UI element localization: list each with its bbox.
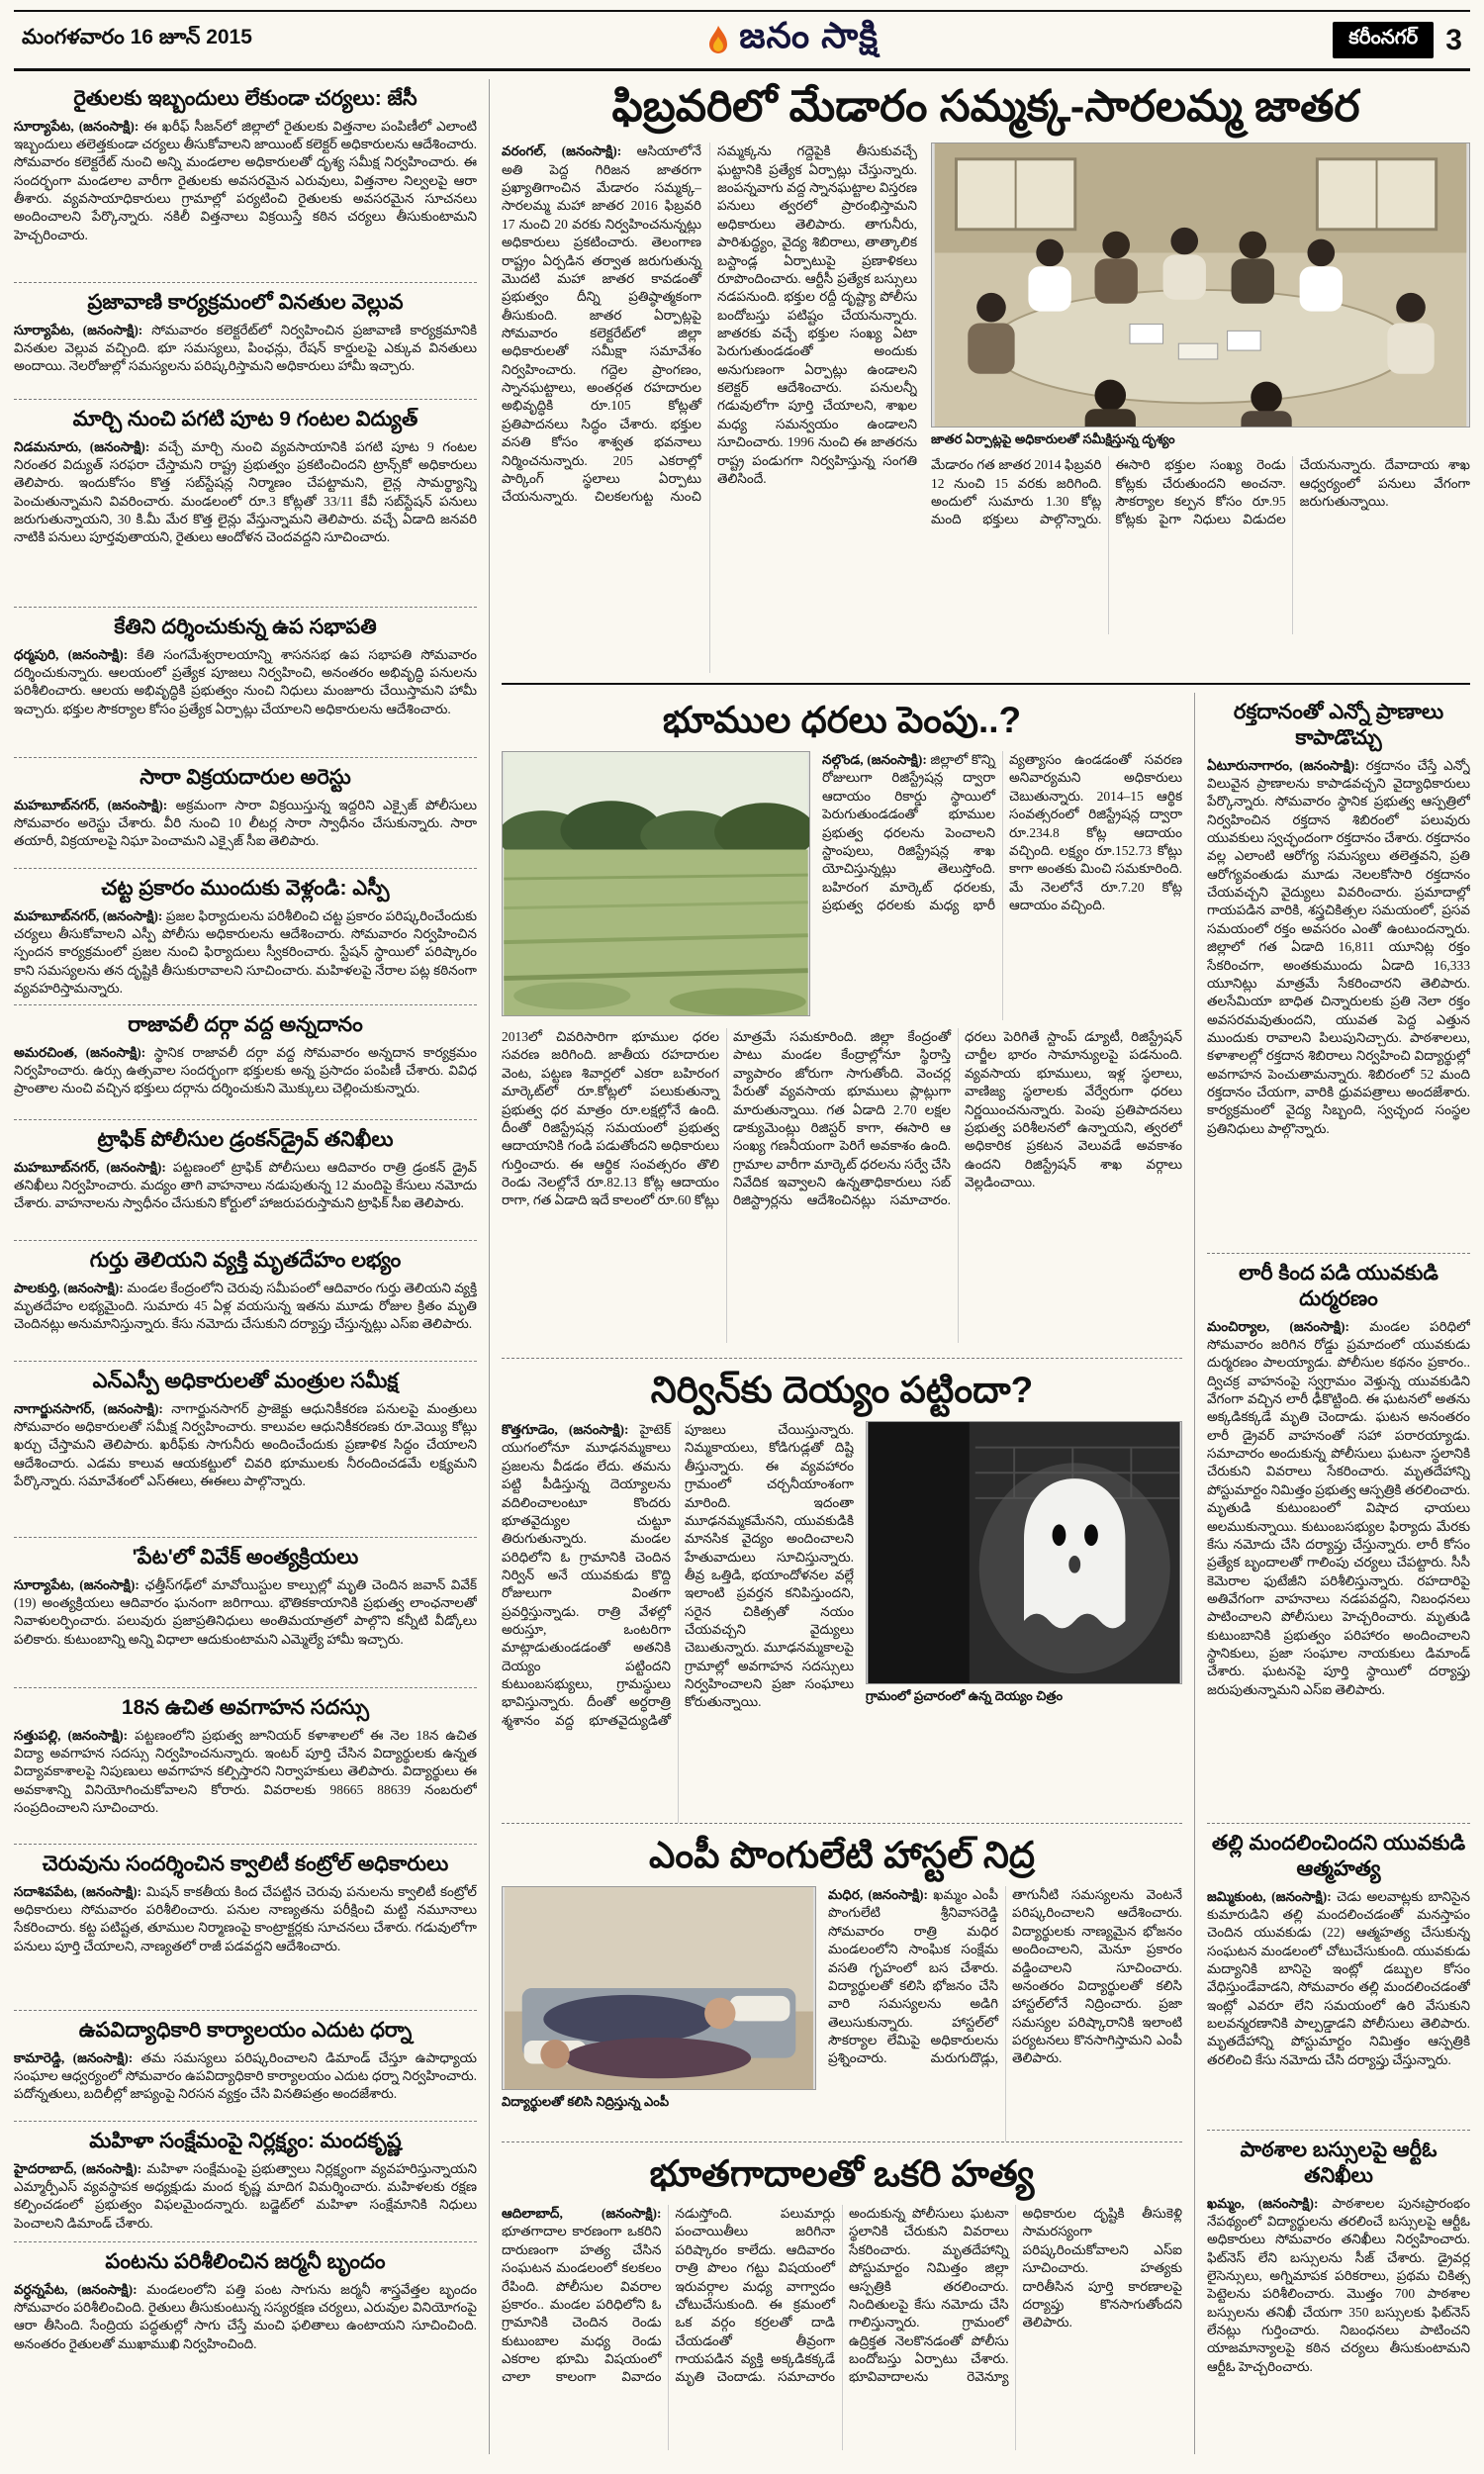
- land-prices-article: [502, 693, 1182, 1358]
- publication-date: మంగళవారం 16 జూన్ 2015: [22, 26, 252, 48]
- suicide-article: [1207, 1823, 1470, 2130]
- ghost-photo-caption: గ్రామంలో ప్రచారంలో ఉన్న దెయ్యం చిత్రం: [866, 1688, 1064, 1704]
- sleeping-photo: [502, 1886, 816, 2090]
- rto-checks-article: [1207, 2130, 1470, 2426]
- lorry-accident-article: [1207, 1253, 1470, 1823]
- article-body: ఛత్తీస్‌గఢ్‌లో మావోయిస్టుల కాల్పుల్లో మృతి చెందిన జవాన్ వివేక్ (19) అంత్యక్రియలు ఆదివారం ఘనంగా జరిగాయి. భౌతికకాయానికి ప్రభుత్వ లాంఛనాలతో నివాళులర్పించారు. పలువురు ప్రజాప్రతినిధులు అంతిమయాత్రలో పాల్గొని కన్నీటి వీడ్కోలు పలికారు. కుటుంబాన్ని అన్ని విధాలా ఆదుకుంటామని ఎమ్మెల్యే హామీ ఇచ్చారు.: [14, 1576, 477, 1647]
- ghost-figure: [866, 1421, 1182, 1823]
- article-headline: రాజావలీ దర్గా వద్ద అన్నదానం: [128, 1013, 363, 1036]
- dateline: హైదరాబాద్, (జనంసాక్షి):: [14, 2160, 142, 2176]
- murder-headline: భూతగాదాలతో ఒకరి హత్య: [649, 2153, 1035, 2195]
- dateline: మహబూబ్‌నగర్, (జనంసాక్షి):: [14, 1159, 166, 1175]
- ghost-article: [502, 1358, 1182, 1823]
- dateline: ధర్మపురి, (జనంసాక్షి):: [14, 646, 129, 662]
- dateline: సూర్యాపేట, (జనంసాక్షి):: [14, 322, 143, 337]
- article-headline: ఎన్ఎస్పీ అధికారులతో మంత్రుల సమీక్ష: [92, 1370, 399, 1392]
- land-headline: భూముల ధరలు పెంపు..?: [662, 700, 1022, 741]
- right-column: [1207, 693, 1470, 2454]
- flame-icon: [706, 25, 730, 56]
- dateline: నాగార్జునసాగర్, (జనంసాక్షి):: [14, 1400, 163, 1416]
- article-manda-krishna: [14, 2121, 477, 2241]
- dateline: సూర్యాపేట, (జనంసాక్షి):: [14, 118, 139, 134]
- middle-column: [502, 693, 1195, 2454]
- murder-body: భూతగాదాల కారణంగా ఒకరిని దారుణంగా హత్య చేసిన సంఘటన మండలంలో కలకలం రేపింది. పోలీసుల వివరాల ప్రకారం.. మండల పరిధిలోని ఓ గ్రామానికి చెందిన రెండు కుటుంబాల మధ్య రెండు ఎకరాల భూమి విషయంలో చాలా కాలంగా వివాదం నడుస్తోంది. పలుమార్లు పంచాయితీలు జరిగినా పరిష్కారం కాలేదు. ఆదివారం రాత్రి పొలం గట్టు విషయంలో ఇరువర్గాల మధ్య వాగ్వాదం చోటుచేసుకుంది. ఈ క్రమంలో ఒక వర్గం కర్రలతో దాడి చేయడంతో తీవ్రంగా గాయపడిన వ్యక్తి అక్కడికక్కడే మృతి చెందాడు. సమాచారం అందుకున్న పోలీసులు ఘటనా స్థలానికి చేరుకుని వివరాలు సేకరించారు. మృతదేహాన్ని పోస్టుమార్టం నిమిత్తం జిల్లా ఆస్పత్రికి తరలించారు. నిందితులపై కేసు నమోదు చేసి గాలిస్తున్నారు. గ్రామంలో ఉద్రిక్తత నెలకొనడంతో పోలీసు బందోబస్తు ఏర్పాటు చేశారు. భూవివాదాలను రెవెన్యూ అధికారుల దృష్టికి తీసుకెళ్లి సామరస్యంగా పరిష్కరించుకోవాలని ఎస్ఐ సూచించారు. హత్యకు దారితీసిన పూర్తి కారణాలపై దర్యాప్తు కొనసాగుతోందని తెలిపారు.: [502, 2206, 1182, 2385]
- article-headline: మహిళా సంక్షేమంపై నిర్లక్ష్యం: మందకృష్ణ: [89, 2130, 402, 2152]
- dateline: అమరచింత, (జనంసాక్షి):: [14, 1044, 146, 1060]
- page-header: [14, 10, 1470, 71]
- dateline: వర్ధన్నపేట, (జనంసాక్షి):: [14, 2281, 138, 2297]
- article-headline: తల్లి మందలించిందని యువకుడి ఆత్మహత్య: [1211, 1832, 1466, 1880]
- left-column: [14, 79, 490, 2454]
- article-body: రక్తదానం చేస్తే ఎన్నో విలువైన ప్రాణాలను కాపాడవచ్చని వైద్యాధికారులు పేర్కొన్నారు. సోమవారం స్థానిక ప్రభుత్వ ఆస్పత్రిలో నిర్వహించిన రక్తదాన శిబిరంలో పలువురు యువకులు స్వచ్ఛందంగా రక్తదానం చేశారు. రక్తదానం వల్ల ఎలాంటి ఆరోగ్య సమస్యలు తలెత్తవని, ప్రతి ఆరోగ్యవంతుడు మూడు నెలలకోసారి రక్తదానం చేయవచ్చని వైద్యులు వివరించారు. ప్రమాదాల్లో గాయపడిన వారికి, శస్త్రచికిత్సల సమయంలో, ప్రసవ సమయంలో రక్తం అవసరం ఎంతో ఉంటుందన్నారు. జిల్లాలో గత ఏడాది 16,811 యూనిట్ల రక్తం సేకరించగా, అంతకుముందు ఏడాది 16,333 యూనిట్లు మాత్రమే సేకరించారని తెలిపారు. తలసేమియా బాధిత చిన్నారులకు ప్రతి నెలా రక్తం అవసరమవుతుందని, యువత పెద్ద ఎత్తున ముందుకు రావాలని పిలుపునిచ్చారు. పాఠశాలలు, కళాశాలల్లో రక్తదాన శిబిరాలు నిర్వహించి విద్యార్థుల్లో అవగాహన పెంచుతామన్నారు. శిబిరంలో 52 మంది రక్తదానం చేయగా, వారికి ధ్రువపత్రాలు అందజేశారు. కార్యక్రమంలో వైద్య సిబ్బంది, స్వచ్ఛంద సంస్థల ప్రతినిధులు పాల్గొన్నారు.: [1207, 757, 1470, 1136]
- article-headline: సారా విక్రయదారుల అరెస్టు: [139, 766, 351, 789]
- article-headline: చెరువును సందర్శించిన క్వాలిటీ కంట్రోల్ అధికారులు: [42, 1853, 449, 1875]
- article-headline: కేతిని దర్శించుకున్న ఉప సభాపతి: [114, 616, 377, 638]
- article-body: అక్రమంగా సారా విక్రయిస్తున్న ఇద్దరిని ఎక్సైజ్ పోలీసులు సోమవారం అరెస్టు చేశారు. వీరి నుంచి 10 లీటర్ల సారా స్వాధీనం చేసుకున్నారు. సారా తయారీ, విక్రయాలపై నిఘా పెంచామని ఎక్సైజ్ సీఐ తెలిపారు.: [14, 797, 477, 849]
- dateline: ఖమ్మం, (జనంసాక్షి):: [1207, 2195, 1319, 2211]
- page-number: 3: [1445, 23, 1462, 56]
- article-body: స్థానిక రాజావలీ దర్గా వద్ద సోమవారం అన్నదాన కార్యక్రమం నిర్వహించారు. ఉర్సు ఉత్సవాల సందర్భంగా భక్తులకు అన్న ప్రసాదం పంపిణీ చేశారు. వివిధ ప్రాంతాల నుంచి వచ్చిన భక్తులు దర్గాను దర్శించుకుని మొక్కులు చెల్లించుకున్నారు.: [14, 1044, 477, 1096]
- dateline: నిడమనూరు, (జనంసాక్షి):: [14, 438, 150, 454]
- article-headline: ఉపవిద్యాధికారి కార్యాలయం ఎదుట ధర్నా: [78, 2019, 413, 2042]
- article-dharna: [14, 2010, 477, 2121]
- article-body: ఈ ఖరీఫ్ సీజన్‌లో జిల్లాలో రైతులకు విత్తనాల పంపిణీలో ఎలాంటి ఇబ్బందులు తలెత్తకుండా చర్యలు తీసుకోవాలని జాయింట్ కలెక్టర్ అధికారులను ఆదేశించారు. సోమవారం కలెక్టరేట్ నుంచి అన్ని మండలాల అధికారులతో దృశ్య సమీక్ష నిర్వహించారు. ఈ సందర్భంగా మండలాల వారీగా రైతులకు అవసరమైన ఎరువులు, విత్తనాల నిల్వలపై ఆరా తీశారు. వ్యవసాయాధికారులు గ్రామాల్లో పర్యటించి రైతులకు అవసరమైన సూచనలు అందించాలని పేర్కొన్నారు. నకిలీ విత్తనాలు విక్రయిస్తే కఠిన చర్యలు తీసుకుంటామని హెచ్చరించారు.: [14, 118, 477, 242]
- lower-band: [502, 683, 1470, 2454]
- article-body: మహిళా సంక్షేమంపై ప్రభుత్వాలు నిర్లక్ష్యంగా వ్యవహరిస్తున్నాయని ఎమ్మార్పీఎస్ వ్యవస్థాపక అధ్యక్షుడు మంద కృష్ణ మాదిగ విమర్శించారు. మహిళలకు రక్షణ కల్పించడంలో ప్రభుత్వం విఫలమైందన్నారు. బడ్జెట్‌లో మహిళా సంక్షేమానికి నిధులు పెంచాలని డిమాండ్ చేశారు.: [14, 2160, 477, 2231]
- article-vivek-funeral: [14, 1537, 477, 1687]
- article-body: వచ్చే మార్చి నుంచి వ్యవసాయానికి పగటి పూట 9 గంటల నిరంతర విద్యుత్ సరఫరా చేస్తామని రాష్ట్ర ప్రభుత్వం ప్రకటించిందని ట్రాన్స్‌కో అధికారులు తెలిపారు. ఇందుకోసం కొత్త సబ్‌స్టేషన్ల నిర్మాణం చేపట్టామని, లైన్ల సామర్థ్యాన్ని పెంచుతున్నామని వివరించారు. మండలంలో రూ.3 కోట్లతో 33/11 కేవీ సబ్‌స్టేషన్ పనులు జరుగుతున్నాయని, 30 కి.మీ మేర కొత్త లైన్లు వేస్తున్నామని తెలిపారు. వచ్చే ఏడాది జనవరి నాటికి పనులు పూర్తవుతాయని, రైతులు ఆందోళన చెందవద్దని సూచించారు.: [14, 438, 477, 545]
- dateline: సూర్యాపేట, (జనంసాక్షి):: [14, 1576, 139, 1592]
- dateline: వరంగల్, (జనంసాక్షి):: [502, 143, 622, 159]
- land-body-top-columns: [822, 751, 1182, 1020]
- ghost-headline: నిర్విన్‌కు దెయ్యం పట్టిందా?: [650, 1370, 1034, 1411]
- article-body: పట్టణంలోని ప్రభుత్వ జూనియర్ కళాశాలలో ఈ నెల 18న ఉచిత విద్యా అవగాహన సదస్సు నిర్వహించనున్నారు. ఇంటర్ పూర్తి చేసిన విద్యార్థులకు ఉన్నత విద్యావకాశాలపై నిపుణులు అవగాహన కల్పిస్తారని నిర్వాహకులు తెలిపారు. విద్యార్థులు ఈ అవకాశాన్ని వినియోగించుకోవాలని కోరారు. వివరాలకు 98665 88639 నంబరులో సంప్రదించాలని సూచించారు.: [14, 1727, 477, 1816]
- article-nsp-review: [14, 1361, 477, 1537]
- article-headline: పాఠశాల బస్సులపై ఆర్టీఓ తనిఖీలు: [1240, 2139, 1438, 2187]
- article-headline: చట్ట ప్రకారం ముందుకు వెళ్లండి: ఎస్పీ: [101, 877, 390, 900]
- header-right: [1333, 22, 1462, 58]
- ghost-body: హైటెక్ యుగంలోనూ మూఢనమ్మకాలు ప్రజలను వీడడం లేదు. తమను పట్టి పీడిస్తున్న దెయ్యాలను వదిలించాలంటూ కొందరు భూతవైద్యుల చుట్టూ తిరుగుతున్నారు. మండల పరిధిలోని ఓ గ్రామానికి చెందిన నిర్విన్ అనే యువకుడు కొద్ది రోజులుగా వింతగా ప్రవర్తిస్తున్నాడు. రాత్రి వేళల్లో అరుస్తూ, ఒంటరిగా మాట్లాడుతుండడంతో అతనికి దెయ్యం పట్టిందని కుటుంబసభ్యులు, గ్రామస్థులు భావిస్తున్నారు. దీంతో అర్ధరాత్రి శ్మశానం వద్ద భూతవైద్యుడితో పూజలు చేయిస్తున్నారు. నిమ్మకాయలు, కోడిగుడ్లతో దిష్టి తీస్తున్నారు. ఈ వ్యవహారం గ్రామంలో చర్చనీయాంశంగా మారింది. ఇదంతా మూఢనమ్మకమేనని, యువకుడికి మానసిక వైద్యం అందించాలని హేతువాదులు సూచిస్తున్నారు. తీవ్ర ఒత్తిడి, భయాందోళనల వల్లే ఇలాంటి ప్రవర్తన కనిపిస్తుందని, సరైన చికిత్సతో నయం చేయవచ్చని వైద్యులు చెబుతున్నారు. మూఢనమ్మకాలపై గ్రామాల్లో అవగాహన సదస్సులు నిర్వహించాలని ప్రజా సంఘాలు కోరుతున్నాయి.: [502, 1422, 854, 1728]
- ghost-photo: [866, 1421, 1182, 1684]
- dateline: కామారెడ్డి, (జనంసాక్షి):: [14, 2049, 134, 2065]
- article-body: పట్టణంలో ట్రాఫిక్ పోలీసులు ఆదివారం రాత్రి డ్రంకన్ డ్రైవ్ తనిఖీలు నిర్వహించారు. మద్యం తాగి వాహనాలు నడుపుతున్న 12 మందిపై కేసులు నమోదు చేశారు. వాహనాలను స్వాధీనం చేసుకుని కోర్టులో హాజరుపరుస్తామని ట్రాఫిక్ సీఐ తెలిపారు.: [14, 1159, 477, 1211]
- edition-badge: కరీంనగర్: [1333, 22, 1434, 58]
- article-headline: రక్తదానంతో ఎన్నో ప్రాణాలు కాపాడొచ్చు: [1233, 701, 1444, 749]
- article-body: నాగార్జునసాగర్ ప్రాజెక్టు ఆధునికీకరణ పనులపై మంత్రులు సోమవారం అధికారులతో సమీక్ష నిర్వహించారు. కాలువల ఆధునికీకరణకు రూ.వెయ్యి కోట్లు ఖర్చు చేస్తామని తెలిపారు. ఖరీఫ్‌కు సాగునీరు అందించేందుకు ప్రణాళిక సిద్ధం చేయాలని ఆదేశించారు. ఎడమ కాలువ ఆయకట్టులో చివరి భూములకు నీరందించడమే లక్ష్యమని పేర్కొన్నారు. సమావేశంలో ఎస్ఈలు, ఈఈలు పాల్గొన్నారు.: [14, 1400, 477, 1489]
- article-headline: రైతులకు ఇబ్బందులు లేకుండా చర్యలు: జేసీ: [73, 87, 417, 110]
- land-body-bottom: 2013లో చివరిసారిగా భూముల ధరల సవరణ జరిగింది. జాతీయ రహదారుల వెంట, పట్టణ శివార్లలో ఎకరా బహిరంగ మార్కెట్‌లో రూ.కోట్లలో పలుకుతున్నా ప్రభుత్వ ధర మాత్రం రూ.లక్షల్లోనే ఉంది. దీంతో రిజిస్ట్రేషన్ల సమయంలో ప్రభుత్వ ఆదాయానికి గండి పడుతోందని అధికారులు గుర్తించారు. ఈ ఆర్థిక సంవత్సరం తొలి రెండు నెలల్లోనే రూ.82.13 కోట్ల ఆదాయం రాగా, గత ఏడాది ఇదే కాలంలో రూ.60 కోట్లు మాత్రమే సమకూరింది. జిల్లా కేంద్రంతో పాటు మండల కేంద్రాల్లోనూ స్థిరాస్తి వ్యాపారం జోరుగా సాగుతోంది. వెంచర్ల పేరుతో వ్యవసాయ భూములు ప్లాట్లుగా మారుతున్నాయి. గత ఏడాది 2.70 లక్షల డాక్యుమెంట్లు రిజిస్టర్ కాగా, ఈసారి ఆ సంఖ్య గణనీయంగా పెరిగే అవకాశం ఉంది. గ్రామాల వారీగా మార్కెట్ ధరలను సర్వే చేసి నివేదిక ఇవ్వాలని ఉన్నతాధికారులు సబ్ రిజిస్ట్రార్లను ఆదేశించినట్లు సమాచారం. ధరలు పెరిగితే స్టాంప్ డ్యూటీ, రిజిస్ట్రేషన్ చార్జీల భారం సామాన్యులపై పడనుంది. వ్యవసాయ భూములు, ఇళ్ల స్థలాలు, వాణిజ్య స్థలాలకు వేర్వేరుగా ధరలు నిర్ణయించనున్నారు. పెంపు ప్రతిపాదనలు ప్రభుత్వ పరిశీలనలో ఉన్నాయని, త్వరలో అధికారిక ప్రకటన వెలువడే అవకాశం ఉందని రిజిస్ట్రేషన్ శాఖ వర్గాలు వెల్లడించాయి.: [502, 1029, 1182, 1208]
- article-drunken-drive: [14, 1119, 477, 1240]
- hostel-body: ఖమ్మం ఎంపీ పొంగులేటి శ్రీనివాసరెడ్డి సోమవారం రాత్రి మధిర మండలంలోని సాంఘిక సంక్షేమ వసతి గృహంలో బస చేశారు. విద్యార్థులతో కలిసి భోజనం చేసి వారి సమస్యలను అడిగి తెలుసుకున్నారు. హాస్టల్‌లో సౌకర్యాల లేమిపై అధికారులను ప్రశ్నించారు. మరుగుదొడ్లు, తాగునీటి సమస్యలను వెంటనే పరిష్కరించాలని ఆదేశించారు. విద్యార్థులకు నాణ్యమైన భోజనం అందించాలని, మెనూ ప్రకారం వడ్డించాలని సూచించారు. అనంతరం విద్యార్థులతో కలిసి హాస్టల్‌లోనే నిద్రించారు. ప్రజా సమస్యల పరిష్కారానికి ఇలాంటి పర్యటనలు కొనసాగిస్తామని ఎంపీ తెలిపారు.: [828, 1887, 1182, 2066]
- article-headline: లారీ కింద పడి యువకుడి దుర్మరణం: [1239, 1262, 1438, 1310]
- blood-donation-article: [1207, 693, 1470, 1253]
- article-dargah-annadanam: [14, 1004, 477, 1119]
- article-power-supply: [14, 399, 477, 607]
- hostel-photo-caption: విద్యార్థులతో కలిసి నిద్రిస్తున్న ఎంపీ: [502, 2094, 670, 2110]
- land-body-top: జిల్లాలో కొన్ని రోజులుగా రిజిస్ట్రేషన్ల ద్వారా ఆదాయం రికార్డు స్థాయిలో పెరుగుతుండడంతో భూముల ప్రభుత్వ ధరలను పెంచాలని స్టాంపులు, రిజిస్ట్రేషన్ల శాఖ యోచిస్తున్నట్లు తెలుస్తోంది. బహిరంగ మార్కెట్ ధరలకు, ప్రభుత్వ ధరలకు మధ్య భారీ వ్యత్యాసం ఉండడంతో సవరణ అనివార్యమని అధికారులు చెబుతున్నారు. 2014–15 ఆర్థిక సంవత్సరంలో రిజిస్ట్రేషన్ల ద్వారా రూ.234.8 కోట్ల ఆదాయం వచ్చింది. లక్ష్యం రూ.152.73 కోట్లు కాగా అంతకు మించి సమకూరింది. మే నెలలోనే రూ.7.20 కోట్ల ఆదాయం వచ్చింది.: [822, 752, 1182, 912]
- article-deputy-speaker: [14, 607, 477, 757]
- main-column: [502, 79, 1470, 2454]
- article-unidentified-body: [14, 1240, 477, 1361]
- ghost-body-columns: [502, 1421, 854, 1823]
- article-body: పాఠశాలల పునఃప్రారంభం నేపథ్యంలో విద్యార్థులను తరలించే బస్సులపై ఆర్టీఓ అధికారులు సోమవారం తనిఖీలు నిర్వహించారు. ఫిట్‌నెస్ లేని బస్సులను సీజ్ చేశారు. డ్రైవర్ల లైసెన్సులు, అగ్నిమాపక పరికరాలు, ప్రథమ చికిత్స పెట్టెలను పరిశీలించారు. మొత్తం 700 పాఠశాల బస్సులను తనిఖీ చేయగా 350 బస్సులకు ఫిట్‌నెస్ లేనట్లు గుర్తించారు. నిబంధనలు పాటించని యాజమాన్యాలపై కఠిన చర్యలు తీసుకుంటామని ఆర్టీఓ హెచ్చరించారు.: [1207, 2195, 1470, 2374]
- hostel-figure: [502, 1886, 816, 2141]
- lead-body-columns: [502, 143, 917, 673]
- hostel-article: [502, 1823, 1182, 2141]
- article-body: మండల పరిధిలో సోమవారం జరిగిన రోడ్డు ప్రమాదంలో యువకుడు దుర్మరణం పాలయ్యాడు. పోలీసుల కథనం ప్రకారం.. ద్విచక్ర వాహనంపై స్వగ్రామం వెళ్తున్న యువకుడిని వేగంగా వచ్చిన లారీ ఢీకొట్టింది. ఈ ఘటనలో అతను అక్కడికక్కడే మృతి చెందాడు. ఘటన అనంతరం లారీ డ్రైవర్ వాహనంతో సహా పరారయ్యాడు. సమాచారం అందుకున్న పోలీసులు ఘటనా స్థలానికి చేరుకుని వివరాలు సేకరించారు. మృతదేహాన్ని పోస్టుమార్టం నిమిత్తం ప్రభుత్వ ఆస్పత్రికి తరలించారు. మృతుడి కుటుంబంలో విషాద ఛాయలు అలముకున్నాయి. కుటుంబసభ్యుల ఫిర్యాదు మేరకు కేసు నమోదు చేసి దర్యాప్తు చేస్తున్నారు. లారీ కోసం ప్రత్యేక బృందాలతో గాలింపు చర్యలు చేపట్టారు. సీసీ కెమెరాల ఫుటేజీని పరిశీలిస్తున్నారు. రహదారిపై అతివేగంగా వాహనాలు నడపవద్దని, నిబంధనలు పాటించాలని పోలీసులు హెచ్చరించారు. మృతుడి కుటుంబానికి ప్రభుత్వం పరిహారం అందించాలని స్థానికులు, ప్రజా సంఘాల నాయకులు డిమాండ్ చేశారు. ఘటనపై పూర్తి స్థాయిలో దర్యాప్తు జరుపుతున్నామని ఎస్ఐ తెలిపారు.: [1207, 1318, 1470, 1697]
- lead-headline: ఫిబ్రవరిలో మేడారం సమ్మక్క-సారలమ్మ జాతర: [611, 82, 1360, 131]
- land-photo: [502, 751, 810, 1016]
- dateline: ఆదిలాబాద్, (జనంసాక్షి):: [502, 2206, 662, 2222]
- lead-figure: [931, 143, 1470, 673]
- article-headline: 18న ఉచిత అవగాహన సదస్సు: [121, 1696, 370, 1719]
- article-headline: 'పేట'లో వివేక్ అంత్యక్రియలు: [132, 1546, 359, 1569]
- article-germany-team: [14, 2241, 477, 2390]
- dateline: సదాశివపేట, (జనంసాక్షి):: [14, 1883, 142, 1899]
- lead-article: [502, 79, 1470, 673]
- hostel-body-columns: [828, 1886, 1182, 2141]
- murder-body-columns: [502, 2205, 1182, 2450]
- article-body: చెడు అలవాట్లకు బానిసైన కుమారుడిని తల్లి మందలించడంతో మనస్తాపం చెందిన యువకుడు (22) ఆత్మహత్య చేసుకున్న సంఘటన మండలంలో చోటుచేసుకుంది. యువకుడు మద్యానికి బానిసై ఇంట్లో డబ్బుల కోసం వేధిస్తుండేవాడని, సోమవారం తల్లి మందలించడంతో ఇంట్లో ఎవరూ లేని సమయంలో ఉరి వేసుకుని బలవన్మరణానికి పాల్పడ్డాడని పోలీసులు తెలిపారు. మృతదేహాన్ని పోస్టుమార్టం నిమిత్తం ఆస్పత్రికి తరలించి కేసు నమోదు చేసి దర్యాప్తు చేస్తున్నారు.: [1207, 1888, 1470, 2067]
- article-prajavani: [14, 282, 477, 399]
- article-sp-law: [14, 868, 477, 1004]
- dateline: పాలకుర్తి, (జనంసాక్షి):: [14, 1280, 124, 1295]
- dateline: ఏటూరునాగారం, (జనంసాక్షి):: [1207, 757, 1359, 773]
- dateline: జమ్మికుంట, (జనంసాక్షి):: [1207, 1888, 1332, 1904]
- page-content: [14, 71, 1470, 2454]
- article-sara-arrest: [14, 757, 477, 868]
- land-figure: [502, 751, 810, 1020]
- article-body: మండలంలోని పత్తి పంట సాగును జర్మనీ శాస్త్రవేత్తల బృందం సోమవారం పరిశీలించింది. రైతులు తీసుకుంటున్న సస్యరక్షణ చర్యలు, ఎరువుల వినియోగంపై ఆరా తీసింది. సేంద్రియ పద్ధతుల్లో సాగు చేస్తే మంచి ఫలితాలు ఉంటాయని సూచించింది. అనంతరం రైతులతో ముఖాముఖి నిర్వహించింది.: [14, 2281, 477, 2351]
- article-headline: మార్చి నుంచి పగటి పూట 9 గంటల విద్యుత్: [72, 408, 418, 430]
- dateline: నల్గొండ, (జనంసాక్షి):: [822, 752, 927, 768]
- dateline: మధిర, (జనంసాక్షి):: [828, 1887, 929, 1903]
- dateline: మహబూబ్‌నగర్, (జనంసాక్షి):: [14, 907, 163, 923]
- murder-article: [502, 2141, 1182, 2450]
- masthead-title: జనం సాక్షి: [739, 15, 879, 55]
- article-quality-control: [14, 1844, 477, 2010]
- article-farmers-jc: [14, 79, 477, 282]
- dateline: కొత్తగూడెం, (జనంసాక్షి):: [502, 1422, 629, 1438]
- masthead: [706, 15, 879, 65]
- article-body: మండల కేంద్రంలోని చెరువు సమీపంలో ఆదివారం గుర్తు తెలియని వ్యక్తి మృతదేహం లభ్యమైంది. సుమారు 45 ఏళ్ల వయసున్న ఇతను మూడు రోజుల క్రితం మృతి చెందినట్లు అనుమానిస్తున్నారు. కేసు నమోదు చేసుకుని దర్యాప్తు చేస్తున్నట్లు ఎస్ఐ తెలిపారు.: [14, 1280, 477, 1332]
- article-body: తమ సమస్యలు పరిష్కరించాలని డిమాండ్ చేస్తూ ఉపాధ్యాయ సంఘాల ఆధ్వర్యంలో సోమవారం ఉపవిద్యాధికారి కార్యాలయం ఎదుట ధర్నా నిర్వహించారు. పదోన్నతులు, బదిలీల్లో జాప్యంపై నిరసన వ్యక్తం చేసి వినతిపత్రం అందజేశారు.: [14, 2049, 477, 2102]
- lead-photo-caption: జాతర ఏర్పాట్లపై అధికారులతో సమీక్షిస్తున్న దృశ్యం: [931, 431, 1175, 447]
- article-body: సోమవారం కలెక్టరేట్‌లో నిర్వహించిన ప్రజావాణి కార్యక్రమానికి వినతుల వెల్లువ వచ్చింది. భూ సమస్యలు, పింఛన్లు, రేషన్ కార్డులపై ఎక్కువ వినతులు అందాయి. నెలరోజుల్లో సమస్యలను పరిష్కరిస్తామని అధికారులు హామీ ఇచ్చారు.: [14, 322, 477, 374]
- dateline: సత్తుపల్లి, (జనంసాక్షి):: [14, 1727, 129, 1743]
- article-body: ప్రజల ఫిర్యాదులను పరిశీలించి చట్ట ప్రకారం పరిష్కరించేందుకు చర్యలు తీసుకోవాలని ఎస్పీ పోలీసు అధికారులను ఆదేశించారు. సోమవారం నిర్వహించిన స్పందన కార్యక్రమంలో ప్రజల నుంచి ఫిర్యాదులు స్వీకరించారు. స్టేషన్ స్థాయిలో పరిష్కారం కాని సమస్యలను తన దృష్టికి తీసుకురావాలని సూచించారు. మహిళలపై నేరాల పట్ల కఠినంగా వ్యవహరిస్తామన్నారు.: [14, 907, 477, 997]
- article-headline: గుర్తు తెలియని వ్యక్తి మృతదేహం లభ్యం: [89, 1249, 402, 1272]
- article-headline: పంటను పరిశీలించిన జర్మనీ బృందం: [105, 2250, 386, 2273]
- dateline: మహబూబ్‌నగర్, (జనంసాక్షి):: [14, 797, 168, 812]
- hostel-headline: ఎంపీ పొంగులేటి హాస్టల్ నిద్ర: [649, 1835, 1035, 1876]
- article-body: మిషన్ కాకతీయ కింద చేపట్టిన చెరువు పనులను క్వాలిటీ కంట్రోల్ అధికారులు సోమవారం పరిశీలించారు. పనుల నాణ్యతను పరీక్షించి మట్టి నమూనాలు సేకరించారు. కట్ట పటిష్టత, తూముల నిర్మాణంపై కాంట్రాక్టర్లకు సూచనలు చేశారు. గడువులోగా పనులు పూర్తి చేయాలని, నాణ్యతలో రాజీ పడవద్దని ఆదేశించారు.: [14, 1883, 477, 1953]
- meeting-photo: [931, 143, 1470, 428]
- article-body: కేతి సంగమేశ్వరాలయాన్ని శాసనసభ ఉప సభాపతి సోమవారం దర్శించుకున్నారు. ఆలయంలో ప్రత్యేక పూజలు నిర్వహించి, అనంతరం అభివృద్ధి పనులను పరిశీలించారు. ఆలయ అభివృద్ధికి ప్రభుత్వం నుంచి నిధులు మంజూరు చేయిస్తామని హామీ ఇచ్చారు. భక్తుల సౌకర్యాల కోసం ప్రత్యేక ఏర్పాట్లు చేయాలని అధికారులను ఆదేశించారు.: [14, 646, 477, 716]
- article-headline: ట్రాఫిక్ పోలీసుల డ్రంకన్‌డ్రైవ్ తనిఖీలు: [97, 1128, 394, 1151]
- lead-body: ఆసియాలోనే అతి పెద్ద గిరిజన జాతరగా ప్రఖ్యాతిగాంచిన మేడారం సమ్మక్క–సారలమ్మ మహా జాతర 2016 ఫిబ్రవరి 17 నుంచి 20 వరకు నిర్వహించనున్నట్లు అధికారులు ప్రకటించారు. తెలంగాణ రాష్ట్రం ఏర్పడిన తర్వాత జరుగుతున్న మొదటి మహా జాతర కావడంతో ప్రభుత్వం దీన్ని ప్రతిష్ఠాత్మకంగా తీసుకుంది. జాతర ఏర్పాట్లపై సోమవారం కలెక్టరేట్‌లో జిల్లా అధికారులతో సమీక్షా సమావేశం నిర్వహించారు. గద్దెల ప్రాంగణం, స్నానఘట్టాలు, అంతర్గత రహదారుల అభివృద్ధికి రూ.105 కోట్లతో ప్రతిపాదనలు సిద్ధం చేశారు. భక్తుల వసతి కోసం శాశ్వత భవనాలు నిర్మించనున్నారు. 205 ఎకరాల్లో పార్కింగ్ స్థలాలు ఏర్పాటు చేయనున్నారు. చిలకలగుట్ట నుంచి సమ్మక్కను గద్దెపైకి తీసుకువచ్చే ఘట్టానికి ప్రత్యేక ఏర్పాట్లు చేస్తున్నారు. జంపన్నవాగు వద్ద స్నానఘట్టాల విస్తరణ పనులు త్వరలో ప్రారంభిస్తామని అధికారులు తెలిపారు. తాగునీరు, పారిశుద్ధ్యం, వైద్య శిబిరాలు, తాత్కాలిక బస్టాండ్ల ఏర్పాటుపై ప్రణాళికలు రూపొందించారు. ఆర్టీసీ ప్రత్యేక బస్సులు నడపనుంది. భక్తుల రద్దీ దృష్ట్యా పోలీసు బందోబస్తు పటిష్టం చేయనున్నారు. జాతరకు వచ్చే భక్తుల సంఖ్య ఏటా పెరుగుతుండడంతో అందుకు అనుగుణంగా ఏర్పాట్లు ఉండాలని కలెక్టర్ ఆదేశించారు. పనులన్నీ గడువులోగా పూర్తి చేయాలని, శాఖల మధ్య సమన్వయం ఉండాలని సూచించారు. 1996 నుంచి ఈ జాతరను రాష్ట్ర పండుగగా నిర్వహిస్తున్న సంగతి తెలిసిందే.: [502, 143, 917, 505]
- article-headline: ప్రజావాణి కార్యక్రమంలో వినతుల వెల్లువ: [87, 291, 404, 314]
- article-awareness-meet: [14, 1687, 477, 1844]
- dateline: మంచిర్యాల, (జనంసాక్షి):: [1207, 1318, 1350, 1334]
- lead-body-below: మేడారం గత జాతర 2014 ఫిబ్రవరి 12 నుంచి 15 వరకు జరిగింది. అందులో సుమారు 1.30 కోట్ల మంది భక్తులు పాల్గొన్నారు. ఈసారి భక్తుల సంఖ్య రెండు కోట్లకు చేరుతుందని అంచనా. సౌకర్యాల కల్పన కోసం రూ.95 కోట్లకు పైగా నిధులు విడుదల చేయనున్నారు. దేవాదాయ శాఖ ఆధ్వర్యంలో పనులు వేగంగా జరుగుతున్నాయి.: [931, 457, 1470, 527]
